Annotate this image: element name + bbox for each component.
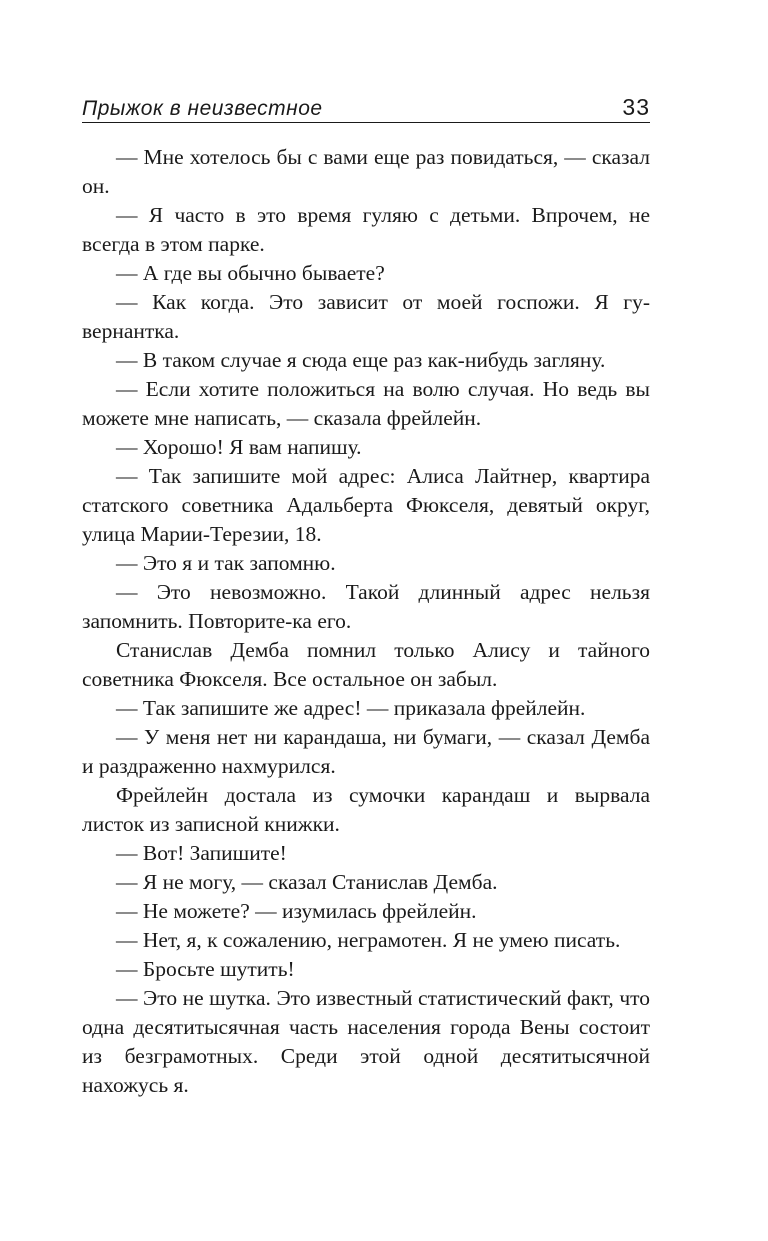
- book-page: [82, 86, 650, 1100]
- paragraph: — Нет, я, к сожалению, неграмотен. Я не умею писать.: [116, 928, 621, 952]
- paragraph: — Это невозможно. Такой длинный адрес нельзя запомнить. Повторите-ка его.: [82, 580, 650, 633]
- paragraph: — Так запишите мой адрес: Алиса Лайтнер, квартира статского советника Адальберта Фюкселя, девятый округ, улица Марии-Терезии, 18.: [82, 464, 650, 546]
- paragraph: — Хорошо! Я вам напишу.: [116, 435, 362, 459]
- paragraph: — Я часто в это время гуляю с детьми. Впрочем, не всегда в этом парке.: [82, 203, 650, 256]
- paragraph: — Это я и так запомню.: [116, 551, 336, 575]
- paragraph: — А где вы обычно бываете?: [116, 261, 385, 285]
- paragraph: — Так запишите же адрес! — приказала фрейлейн.: [116, 696, 586, 720]
- paragraph: — Я не могу, — сказал Станислав Демба.: [116, 870, 498, 894]
- paragraph: — Вот! Запишите!: [116, 841, 287, 865]
- paragraph: — Бросьте шутить!: [116, 957, 295, 981]
- page-number: 33: [622, 94, 650, 120]
- running-title: Прыжок в неизвестное: [82, 97, 323, 120]
- paragraph: — Если хотите положиться на волю случая. Но ведь вы можете мне написать, — сказала фрейлейн.: [82, 377, 650, 430]
- paragraph: Станислав Демба помнил только Алису и тайного советника Фюкселя. Все остальное он забыл.: [82, 638, 650, 691]
- paragraph: — Не можете? — изумилась фрейлейн.: [116, 899, 477, 923]
- paragraph: — У меня нет ни карандаша, ни бумаги, — сказал Демба и раздраженно нахмурился.: [82, 725, 650, 778]
- paragraph: — Как когда. Это зависит от моей госпожи. Я гувернантка.: [82, 290, 650, 343]
- running-header: [82, 86, 650, 123]
- body-text: [82, 143, 650, 1100]
- paragraph: Фрейлейн достала из сумочки карандаш и вырвала листок из записной книжки.: [82, 783, 650, 836]
- paragraph: — В таком случае я сюда еще раз как-нибудь загляну.: [116, 348, 606, 372]
- paragraph: — Мне хотелось бы с вами еще раз повидаться, — сказал он.: [82, 145, 650, 198]
- paragraph: — Это не шутка. Это известный статистический факт, что одна десятитысячная часть населения города Вены состоит из безграмотных. Среди этой одной десятитысячной нахожусь я.: [82, 986, 650, 1097]
